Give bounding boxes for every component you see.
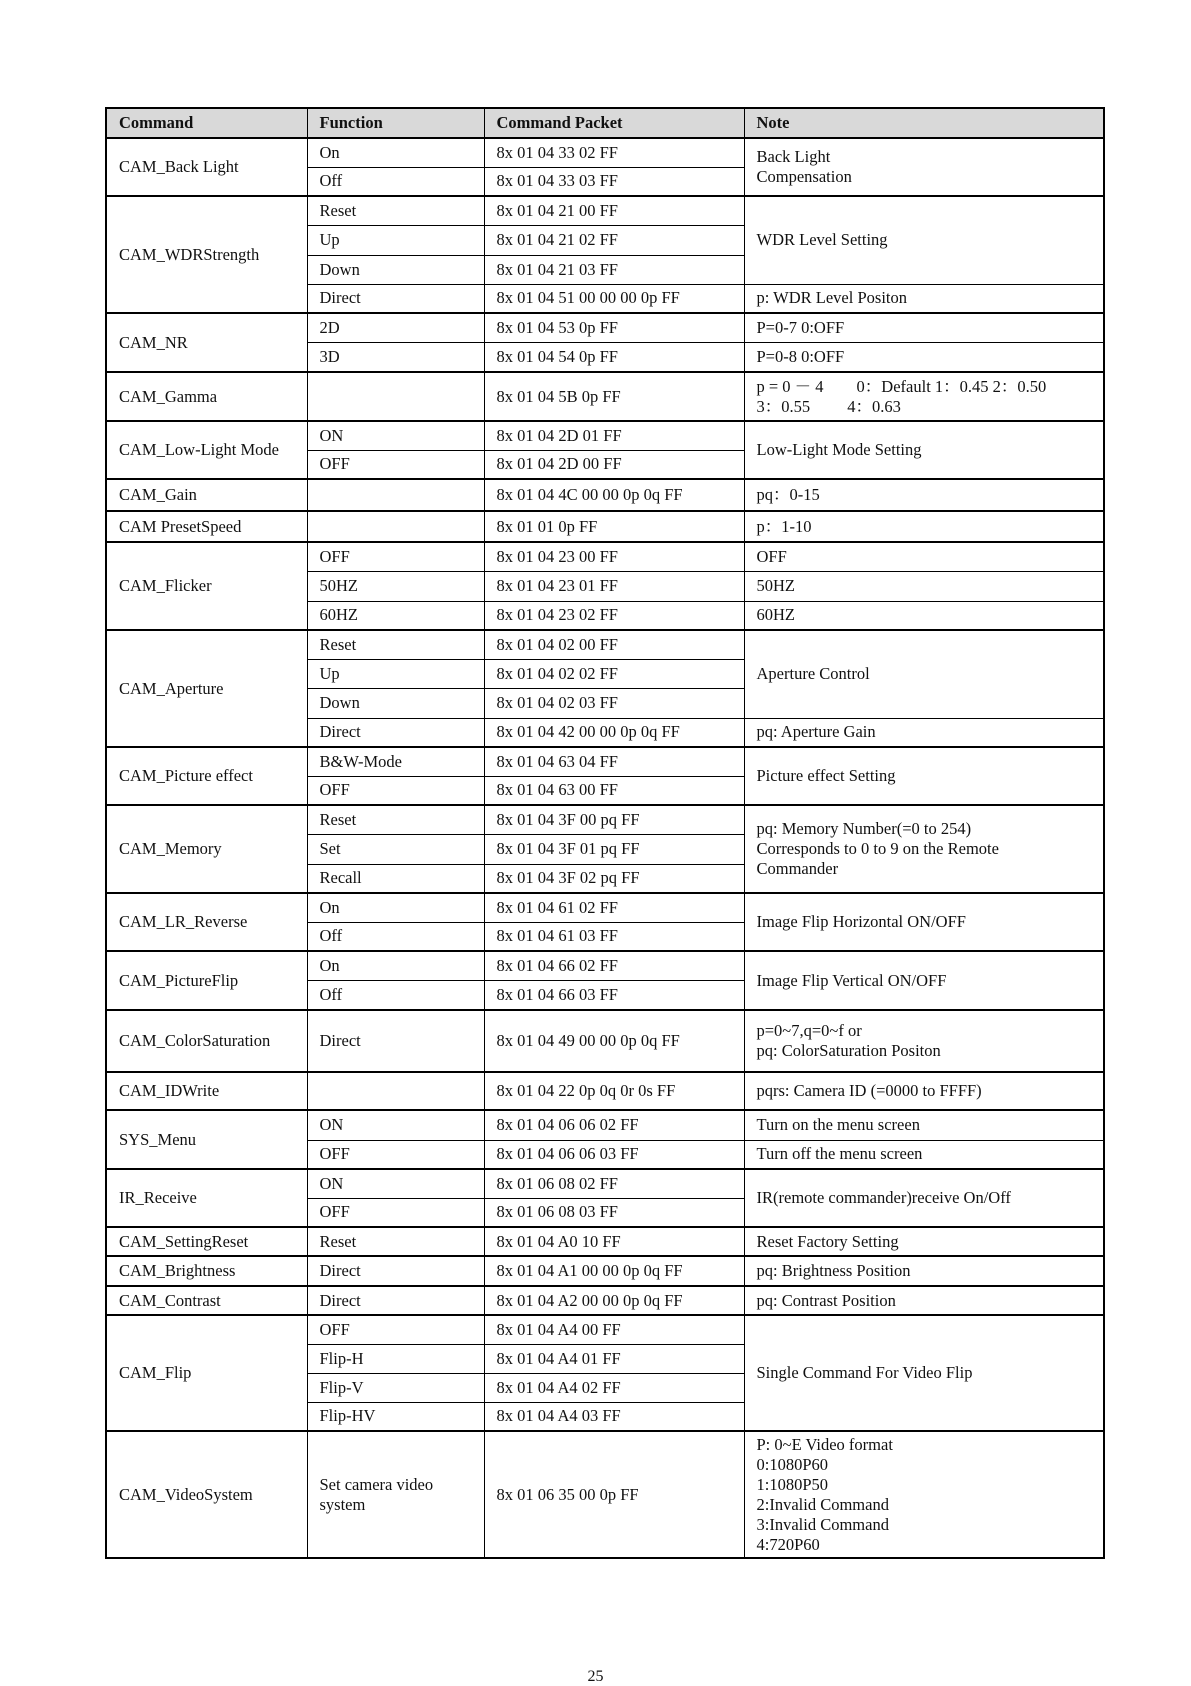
- command-packet-cell: 8x 01 04 33 03 FF: [484, 167, 744, 196]
- command-packet-cell: 8x 01 04 53 0p FF: [484, 313, 744, 342]
- table-row: [106, 1256, 1104, 1286]
- command-packet-cell: 8x 01 04 42 00 00 0p 0q FF: [484, 718, 744, 747]
- function-cell: 60HZ: [307, 601, 484, 630]
- table-body: [106, 138, 1104, 1558]
- table-row: [106, 1169, 1104, 1198]
- command-packet-cell: 8x 01 04 61 03 FF: [484, 922, 744, 951]
- command-cell: CAM_Contrast: [106, 1286, 307, 1315]
- note-cell: pq: Aperture Gain: [744, 718, 1104, 747]
- command-packet-cell: 8x 01 04 21 00 FF: [484, 196, 744, 225]
- command-cell: CAM_SettingReset: [106, 1227, 307, 1256]
- command-packet-cell: 8x 01 04 49 00 00 0p 0q FF: [484, 1010, 744, 1072]
- command-packet-cell: 8x 01 04 4C 00 00 0p 0q FF: [484, 479, 744, 511]
- command-packet-cell: 8x 01 06 08 02 FF: [484, 1169, 744, 1198]
- function-cell: Direct: [307, 1286, 484, 1315]
- header-command-packet: Command Packet: [484, 108, 744, 138]
- function-cell: [307, 511, 484, 542]
- command-packet-cell: 8x 01 04 33 02 FF: [484, 138, 744, 167]
- header-row: [106, 108, 1104, 138]
- table-row: [106, 951, 1104, 980]
- function-cell: Reset: [307, 196, 484, 225]
- note-cell: Image Flip Horizontal ON/OFF: [744, 893, 1104, 951]
- command-cell: CAM_Aperture: [106, 630, 307, 747]
- command-packet-cell: 8x 01 04 A2 00 00 0p 0q FF: [484, 1286, 744, 1315]
- command-packet-cell: 8x 01 04 23 00 FF: [484, 542, 744, 571]
- header-command: Command: [106, 108, 307, 138]
- table-row: [106, 747, 1104, 776]
- note-cell: pqrs: Camera ID (=0000 to FFFF): [744, 1072, 1104, 1110]
- command-cell: CAM_WDRStrength: [106, 196, 307, 313]
- command-packet-cell: 8x 01 04 3F 00 pq FF: [484, 805, 744, 834]
- command-cell: CAM_Back Light: [106, 138, 307, 196]
- function-cell: Direct: [307, 1010, 484, 1072]
- note-cell: p=0~7,q=0~f or pq: ColorSaturation Positon: [744, 1010, 1104, 1072]
- function-cell: Flip-H: [307, 1344, 484, 1373]
- command-cell: CAM_IDWrite: [106, 1072, 307, 1110]
- command-packet-cell: 8x 01 04 23 02 FF: [484, 601, 744, 630]
- command-packet-cell: 8x 01 04 66 03 FF: [484, 980, 744, 1010]
- table-row: [106, 372, 1104, 421]
- command-packet-cell: 8x 01 04 22 0p 0q 0r 0s FF: [484, 1072, 744, 1110]
- function-cell: Flip-HV: [307, 1402, 484, 1431]
- note-cell: Low-Light Mode Setting: [744, 421, 1104, 479]
- function-cell: 3D: [307, 342, 484, 372]
- header-function: Function: [307, 108, 484, 138]
- table-row: [106, 1315, 1104, 1344]
- command-cell: CAM_Gain: [106, 479, 307, 511]
- table-row: [106, 479, 1104, 511]
- table-row: [106, 542, 1104, 571]
- function-cell: Recall: [307, 864, 484, 893]
- function-cell: B&W-Mode: [307, 747, 484, 776]
- table-row: [106, 313, 1104, 342]
- note-cell: p：1-10: [744, 511, 1104, 542]
- note-cell: Aperture Control: [744, 630, 1104, 718]
- table-row: [106, 511, 1104, 542]
- command-packet-cell: 8x 01 04 02 03 FF: [484, 688, 744, 718]
- note-cell: OFF: [744, 542, 1104, 571]
- command-packet-cell: 8x 01 01 0p FF: [484, 511, 744, 542]
- function-cell: Up: [307, 225, 484, 255]
- command-packet-cell: 8x 01 04 5B 0p FF: [484, 372, 744, 421]
- function-cell: Down: [307, 255, 484, 284]
- command-packet-cell: 8x 01 04 02 00 FF: [484, 630, 744, 659]
- note-cell: Turn off the menu screen: [744, 1140, 1104, 1169]
- function-cell: ON: [307, 1110, 484, 1140]
- table-row: [106, 805, 1104, 834]
- function-cell: OFF: [307, 1198, 484, 1227]
- function-cell: Direct: [307, 284, 484, 313]
- table-row: [106, 1227, 1104, 1256]
- header-note: Note: [744, 108, 1104, 138]
- table-row: [106, 630, 1104, 659]
- command-cell: CAM_NR: [106, 313, 307, 372]
- function-cell: OFF: [307, 1315, 484, 1344]
- note-cell: 60HZ: [744, 601, 1104, 630]
- function-cell: ON: [307, 421, 484, 450]
- function-cell: OFF: [307, 450, 484, 479]
- function-cell: ON: [307, 1169, 484, 1198]
- function-cell: Reset: [307, 805, 484, 834]
- table-row: [106, 1072, 1104, 1110]
- function-cell: [307, 372, 484, 421]
- table-row: [106, 421, 1104, 450]
- command-cell: CAM_Gamma: [106, 372, 307, 421]
- command-packet-cell: 8x 01 04 06 06 02 FF: [484, 1110, 744, 1140]
- note-cell: pq: Brightness Position: [744, 1256, 1104, 1286]
- command-packet-cell: 8x 01 04 63 04 FF: [484, 747, 744, 776]
- function-cell: On: [307, 893, 484, 922]
- note-cell: P: 0~E Video format 0:1080P60 1:1080P50 2:Invalid Command 3:Invalid Command 4:720P60: [744, 1431, 1104, 1558]
- note-cell: IR(remote commander)receive On/Off: [744, 1169, 1104, 1227]
- function-cell: OFF: [307, 1140, 484, 1169]
- function-cell: On: [307, 951, 484, 980]
- function-cell: Reset: [307, 1227, 484, 1256]
- table-row: [106, 1431, 1104, 1558]
- command-packet-cell: 8x 01 04 66 02 FF: [484, 951, 744, 980]
- command-cell: CAM_ColorSaturation: [106, 1010, 307, 1072]
- note-cell: Image Flip Vertical ON/OFF: [744, 951, 1104, 1010]
- table-row: [106, 1010, 1104, 1072]
- command-packet-cell: 8x 01 04 A0 10 FF: [484, 1227, 744, 1256]
- command-packet-cell: 8x 01 04 A4 03 FF: [484, 1402, 744, 1431]
- function-cell: OFF: [307, 776, 484, 805]
- command-cell: CAM_Flicker: [106, 542, 307, 630]
- command-cell: IR_Receive: [106, 1169, 307, 1227]
- note-cell: WDR Level Setting: [744, 196, 1104, 284]
- table-row: [106, 1110, 1104, 1140]
- note-cell: pq: Contrast Position: [744, 1286, 1104, 1315]
- command-cell: CAM_Picture effect: [106, 747, 307, 805]
- function-cell: Off: [307, 167, 484, 196]
- function-cell: Reset: [307, 630, 484, 659]
- function-cell: Off: [307, 980, 484, 1010]
- command-packet-cell: 8x 01 04 2D 01 FF: [484, 421, 744, 450]
- command-cell: CAM PresetSpeed: [106, 511, 307, 542]
- table-row: [106, 138, 1104, 167]
- function-cell: On: [307, 138, 484, 167]
- command-packet-cell: 8x 01 04 A4 01 FF: [484, 1344, 744, 1373]
- note-cell: Picture effect Setting: [744, 747, 1104, 805]
- command-packet-cell: 8x 01 04 2D 00 FF: [484, 450, 744, 479]
- note-cell: pq：0-15: [744, 479, 1104, 511]
- page-number: 25: [587, 1668, 604, 1685]
- command-packet-cell: 8x 01 04 54 0p FF: [484, 342, 744, 372]
- note-cell: Single Command For Video Flip: [744, 1315, 1104, 1431]
- command-cell: CAM_PictureFlip: [106, 951, 307, 1010]
- function-cell: Direct: [307, 1256, 484, 1286]
- command-cell: CAM_Brightness: [106, 1256, 307, 1286]
- table-row: [106, 893, 1104, 922]
- command-packet-cell: 8x 01 04 3F 02 pq FF: [484, 864, 744, 893]
- command-packet-cell: 8x 01 04 A4 02 FF: [484, 1373, 744, 1402]
- command-packet-cell: 8x 01 04 06 06 03 FF: [484, 1140, 744, 1169]
- note-cell: Reset Factory Setting: [744, 1227, 1104, 1256]
- function-cell: [307, 479, 484, 511]
- function-cell: 50HZ: [307, 571, 484, 601]
- function-cell: Down: [307, 688, 484, 718]
- note-cell: pq: Memory Number(=0 to 254) Corresponds to 0 to 9 on the Remote Commander: [744, 805, 1104, 893]
- function-cell: Set: [307, 834, 484, 864]
- note-cell: P=0-8 0:OFF: [744, 342, 1104, 372]
- note-cell: P=0-7 0:OFF: [744, 313, 1104, 342]
- command-packet-cell: 8x 01 04 A1 00 00 0p 0q FF: [484, 1256, 744, 1286]
- function-cell: Direct: [307, 718, 484, 747]
- note-cell: p: WDR Level Positon: [744, 284, 1104, 313]
- function-cell: OFF: [307, 542, 484, 571]
- command-cell: CAM_Memory: [106, 805, 307, 893]
- note-cell: 50HZ: [744, 571, 1104, 601]
- command-packet-cell: 8x 01 04 61 02 FF: [484, 893, 744, 922]
- note-cell: p = 0 － 4 0：Default 1：0.45 2：0.50 3：0.55 4：0.63: [744, 372, 1104, 421]
- command-packet-cell: 8x 01 06 08 03 FF: [484, 1198, 744, 1227]
- function-cell: [307, 1072, 484, 1110]
- note-cell: Back Light Compensation: [744, 138, 1104, 196]
- command-packet-cell: 8x 01 04 21 03 FF: [484, 255, 744, 284]
- command-packet-cell: 8x 01 04 21 02 FF: [484, 225, 744, 255]
- command-cell: CAM_Flip: [106, 1315, 307, 1431]
- function-cell: Off: [307, 922, 484, 951]
- command-cell: SYS_Menu: [106, 1110, 307, 1169]
- command-cell: CAM_LR_Reverse: [106, 893, 307, 951]
- table-row: [106, 196, 1104, 225]
- command-packet-cell: 8x 01 04 3F 01 pq FF: [484, 834, 744, 864]
- function-cell: Up: [307, 659, 484, 688]
- command-cell: CAM_Low-Light Mode: [106, 421, 307, 479]
- command-cell: CAM_VideoSystem: [106, 1431, 307, 1558]
- function-cell: Flip-V: [307, 1373, 484, 1402]
- command-packet-cell: 8x 01 04 02 02 FF: [484, 659, 744, 688]
- function-cell: Set camera video system: [307, 1431, 484, 1558]
- function-cell: 2D: [307, 313, 484, 342]
- command-packet-cell: 8x 01 06 35 00 0p FF: [484, 1431, 744, 1558]
- note-cell: Turn on the menu screen: [744, 1110, 1104, 1140]
- visca-command-table: [105, 107, 1105, 1559]
- table-row: [106, 1286, 1104, 1315]
- command-packet-cell: 8x 01 04 A4 00 FF: [484, 1315, 744, 1344]
- command-packet-cell: 8x 01 04 51 00 00 00 0p FF: [484, 284, 744, 313]
- command-packet-cell: 8x 01 04 23 01 FF: [484, 571, 744, 601]
- command-packet-cell: 8x 01 04 63 00 FF: [484, 776, 744, 805]
